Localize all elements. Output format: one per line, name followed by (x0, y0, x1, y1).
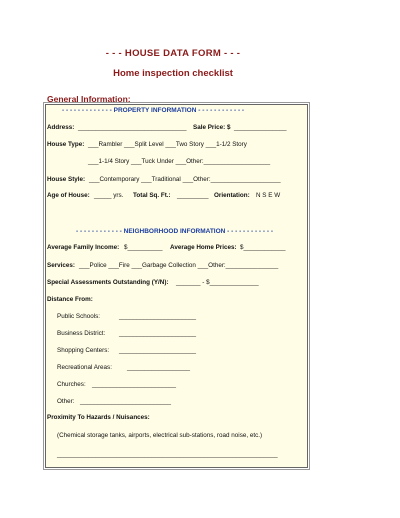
orientation-label: Orientation: (214, 192, 250, 199)
services-options[interactable]: ___Police ___Fire ___Garbage Collection ___Other:_______________ (79, 262, 279, 269)
sale-price-field[interactable]: _______________ (234, 124, 287, 131)
house-type-label: House Type: (47, 141, 85, 148)
address-label: Address: (47, 124, 75, 131)
distance-field[interactable]: ______________________ (119, 347, 197, 354)
house-type-options-2[interactable]: ___1-1/4 Story ___Tuck Under ___Other:___________________ (88, 158, 271, 165)
services-label: Services: (47, 262, 76, 269)
income-label: Average Family Income: (47, 244, 120, 251)
income-field[interactable]: $__________ (124, 244, 163, 251)
house-type-options[interactable]: ___Rambler ___Split Level ___Two Story ___1-1/2 Story (88, 141, 247, 148)
distance-label: Public Schools: (57, 313, 101, 320)
neighborhood-section-title: - - - - - - - - - - - - NEIGHBORHOOD INFORMATION - - - - - - - - - - - - (76, 228, 273, 235)
age-field[interactable]: _____ yrs. (94, 192, 124, 199)
distance-label: Business District: (57, 330, 106, 337)
distance-label: Recreational Areas: (57, 364, 112, 371)
distance-label: Other: (57, 398, 75, 405)
property-section-title: - - - - - - - - - - - - - PROPERTY INFORMATION - - - - - - - - - - - - (62, 107, 245, 114)
distance-field[interactable]: __________________________ (80, 398, 172, 405)
sale-price-label: Sale Price: $ (193, 124, 231, 131)
distance-field[interactable]: __________________ (127, 364, 191, 371)
form-title: - - - HOUSE DATA FORM - - - (105, 48, 241, 59)
distance-field[interactable]: ______________________ (119, 330, 197, 337)
assessments-label: Special Assessments Outstanding (Y/N): (47, 279, 169, 286)
general-information-heading: General Information: (47, 94, 131, 104)
assessments-field[interactable]: _______ - $______________ (176, 279, 259, 286)
distance-field[interactable]: ______________________ (119, 313, 197, 320)
distance-from-label: Distance From: (47, 296, 93, 303)
home-prices-label: Average Home Prices: (170, 244, 237, 251)
hazards-label: Proximity To Hazards / Nuisances: (47, 414, 150, 421)
house-style-label: House Style: (47, 176, 86, 183)
hazards-field[interactable]: _______________________________________________________________ (57, 451, 278, 458)
home-prices-field[interactable]: $____________ (240, 244, 286, 251)
hazards-note: (Chemical storage tanks, airports, electrical sub-stations, road noise, etc.) (57, 432, 263, 439)
orientation-options[interactable]: N S E W (256, 192, 281, 199)
house-style-options[interactable]: ___Contemporary ___Traditional ___Other:____________________ (89, 176, 281, 183)
sqft-label: Total Sq. Ft.: (133, 192, 171, 199)
age-label: Age of House: (47, 192, 90, 199)
sqft-field[interactable]: _________ (177, 192, 209, 199)
distance-label: Shopping Centers: (57, 347, 110, 354)
address-field[interactable]: _______________________________ (78, 124, 187, 131)
distance-field[interactable]: ________________________ (92, 381, 177, 388)
form-subtitle: Home inspection checklist (113, 68, 233, 79)
distance-label: Churches: (57, 381, 86, 388)
